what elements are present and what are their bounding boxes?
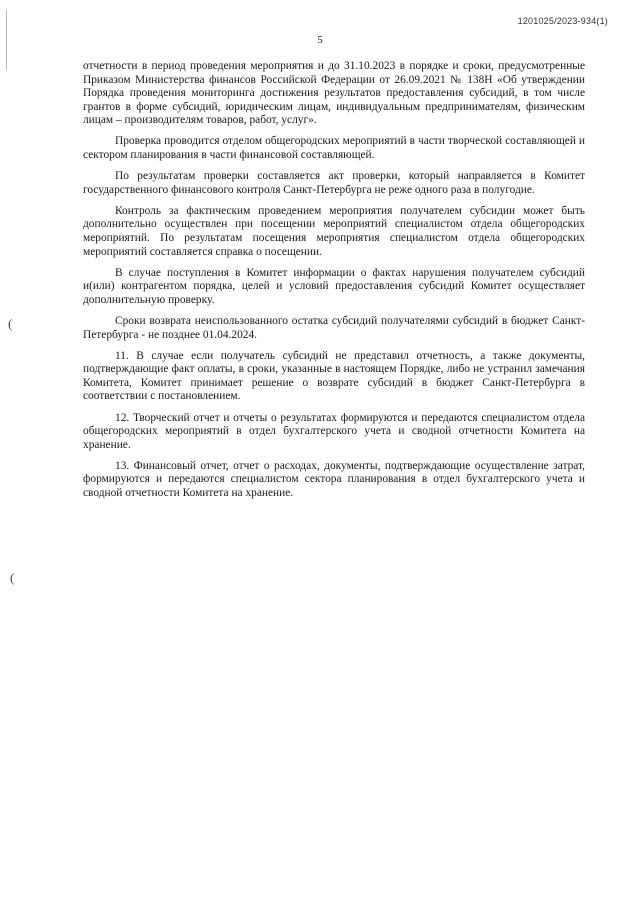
paragraph: Проверка проводится отделом общегородских мероприятий в части творческой составляющей и сектором планирования в части финансовой составляющей. bbox=[83, 135, 585, 162]
paragraph: Контроль за фактическим проведением мероприятия получателем субсидии может быть дополнительно осуществлен при посещении мероприятий специалистом отдела общегородских мероприятий. По результатам посещения мероприятия специалистом отдела общегородских мероприятий составляется справка о посещении. bbox=[83, 204, 585, 258]
margin-mark: ( bbox=[8, 316, 13, 331]
paragraph: 13. Финансовый отчет, отчет о расходах, документы, подтверждающие осуществление затрат, формируются и передаются специалистом сектора планирования в отдел бухгалтерского учета и сводной отчетности Комитета на хранение. bbox=[83, 459, 585, 500]
paragraph: 11. В случае если получатель субсидий не представил отчетность, а также документы, подтверждающие факт оплаты, в сроки, указанные в настоящем Порядке, либо не устранил замечания Комитета, Комитет принимает решение о возврате субсидий в бюджет Санкт-Петербурга в соответствии с постановлением. bbox=[83, 349, 585, 403]
paragraph: По результатам проверки составляется акт проверки, который направляется в Комитет государственного финансового контроля Санкт-Петербурга не реже одного раза в полугодие. bbox=[83, 170, 585, 196]
document-body bbox=[83, 60, 585, 508]
paragraph: 12. Творческий отчет и отчеты о результатах формируются и передаются специалистом отдела общегородских мероприятий в отдел бухгалтерского учета и сводной отчетности Комитета на хранение. bbox=[83, 411, 585, 451]
paragraph: отчетности в период проведения мероприятия и до 31.10.2023 в порядке и сроки, предусмотренные Приказом Министерства финансов Российской Федерации от 26.09.2021 № 138Н «Об утверждении Порядка проведения мониторинга достижения результатов предоставления субсидий, в том числе грантов в форме субсидий, юридическим лицам, индивидуальным предпринимателям, физическим лицам – производителям товаров, работ, услуг». bbox=[83, 60, 585, 127]
paragraph: Сроки возврата неиспользованного остатка субсидий получателями субсидий в бюджет Санкт-Петербурга - не позднее 01.04.2024. bbox=[83, 315, 585, 341]
document-id: 1201025/2023-934(1) bbox=[517, 16, 608, 26]
margin-mark: ( bbox=[10, 570, 15, 585]
page-number: 5 bbox=[317, 34, 323, 46]
paragraph: В случае поступления в Комитет информации о фактах нарушения получателем субсидий и(или) контрагентом порядка, целей и условий предоставления субсидий Комитет осуществляет дополнительную проверку. bbox=[83, 266, 585, 306]
